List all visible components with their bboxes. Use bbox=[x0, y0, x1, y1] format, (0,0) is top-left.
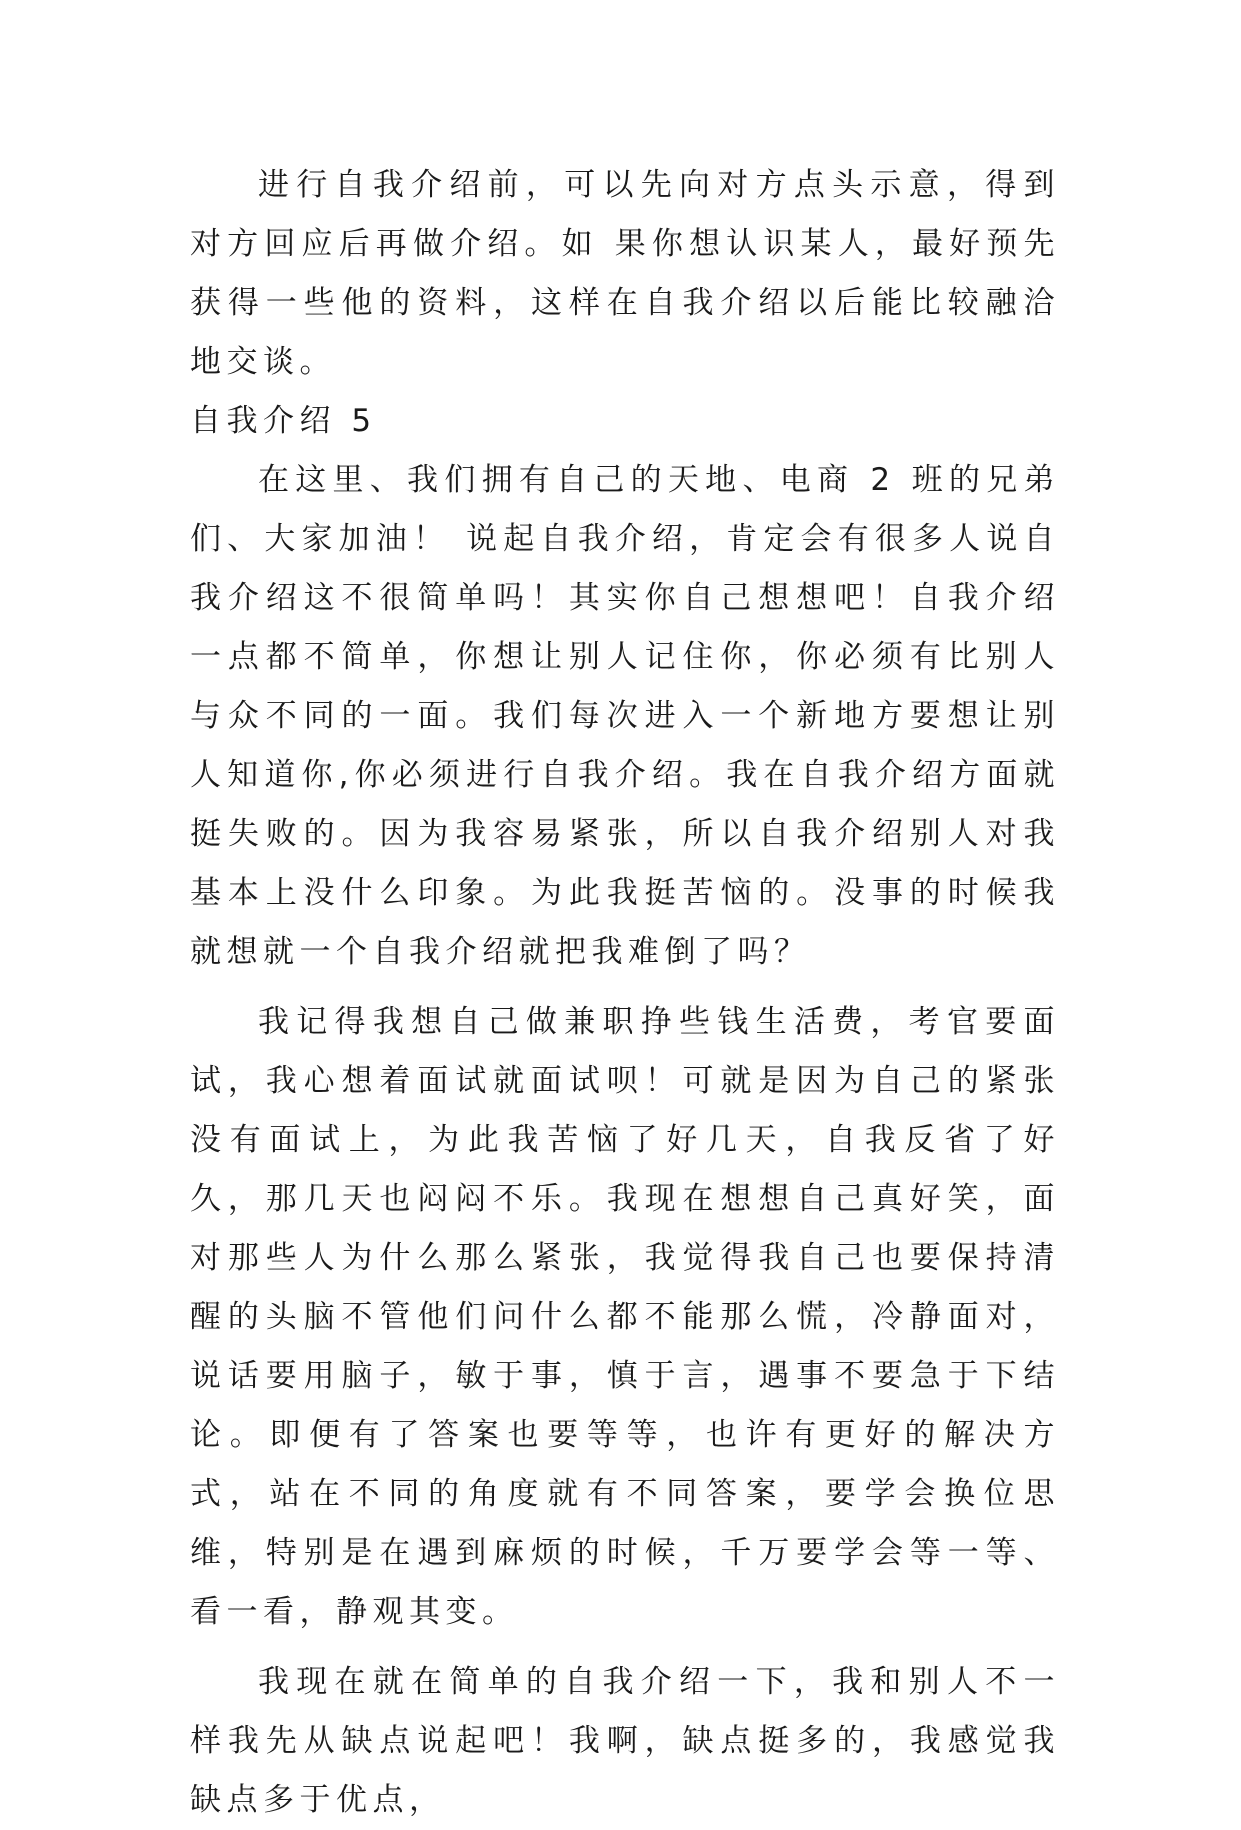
document-body bbox=[190, 156, 1060, 1830]
paragraph-shortcomings: 我现在就在简单的自我介绍一下，我和别人不一样我先从缺点说起吧！我啊，缺点挺多的，我感觉我缺点多于优点， bbox=[190, 1664, 1060, 1818]
section-heading: 自我介绍 5 bbox=[190, 403, 377, 439]
paragraph-interview-story: 我记得我想自己做兼职挣些钱生活费，考官要面试，我心想着面试就面试呗！可就是因为自己的紧张没有面试上，为此我苦恼了好几天，自我反省了好久，那几天也闷闷不乐。我现在想想自己真好笑，面对那些人为什么那么紧张，我觉得我自己也要保持清醒的头脑不管他们问什么都不能那么慌，冷静面对，说话要用脑子，敏于事，慎于言，遇事不要急于下结论。即便有了答案也要等等，也许有更好的解决方式，站在不同的角度就有不同答案，要学会换位思维，特别是在遇到麻烦的时候，千万要学会等一等、看一看，静观其变。 bbox=[190, 1004, 1060, 1630]
paragraph-self-intro-difficulty: 在这里、我们拥有自己的天地、电商 2 班的兄弟们、大家加油！ 说起自我介绍，肯定会有很多人说自我介绍这不很简单吗！其实你自己想想吧！自我介绍一点都不简单，你想让别人记住你，你必须有比别人与众不同的一面。我们每次进入一个新地方要想让别人知道你,你必须进行自我介绍。我在自我介绍方面就挺失败的。因为我容易紧张，所以自我介绍别人对我基本上没什么印象。为此我挺苦恼的。没事的时候我就想就一个自我介绍就把我难倒了吗？ bbox=[190, 462, 1060, 970]
paragraph-intro-tips: 进行自我介绍前，可以先向对方点头示意，得到对方回应后再做介绍。如 果你想认识某人，最好预先获得一些他的资料，这样在自我介绍以后能比较融洽地交谈。 bbox=[190, 167, 1060, 380]
